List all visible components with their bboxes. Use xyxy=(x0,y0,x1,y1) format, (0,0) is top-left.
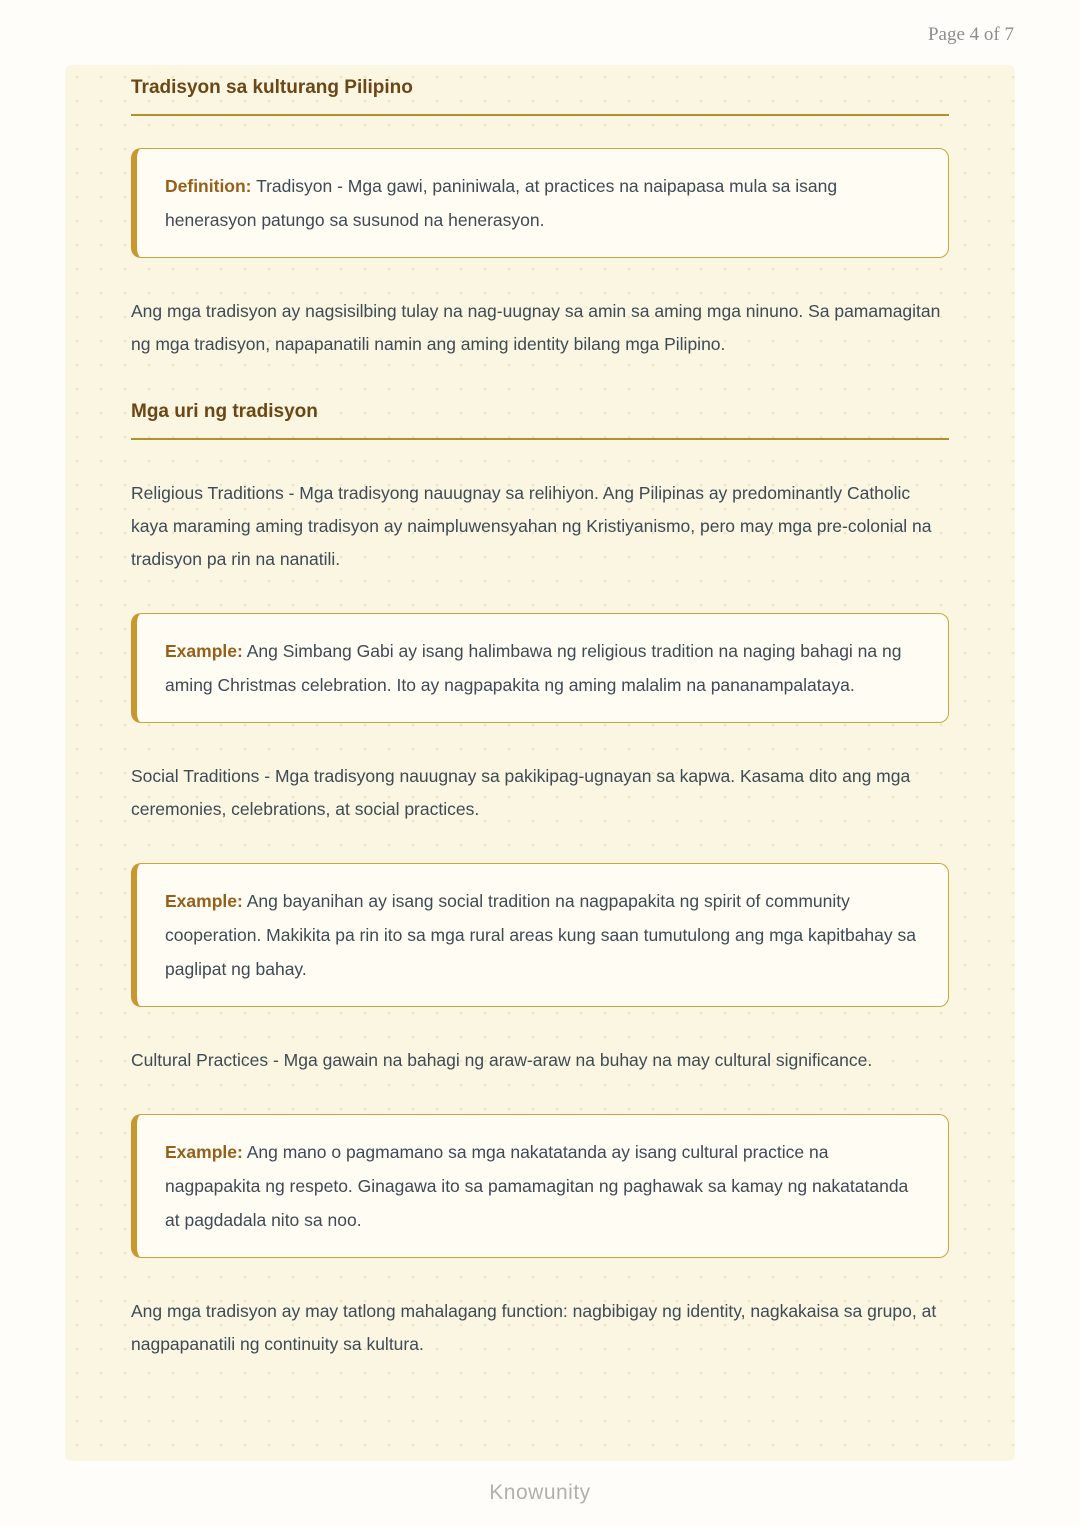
example-label: Example: xyxy=(165,641,243,661)
definition-label: Definition: xyxy=(165,176,252,196)
definition-box xyxy=(131,148,949,258)
example-paragraph xyxy=(165,884,920,986)
example-paragraph xyxy=(165,634,920,702)
paragraph-tradisyon-functions: Ang mga tradisyon ay may tatlong mahalagang function: nagbibigay ng identity, nagkakaisa sa grupo, at nagpapanatili ng continuity sa kultura. xyxy=(131,1301,937,1354)
paragraph-tradisyon-intro: Ang mga tradisyon ay nagsisilbing tulay na nag-uugnay sa amin sa aming mga ninuno. Sa pamamagitan ng mga tradisyon, napapanatili namin ang aming identity bilang mga Pilipino. xyxy=(131,301,941,354)
paragraph-social-traditions: Social Traditions - Mga tradisyong nauugnay sa pakikipag-ugnayan sa kapwa. Kasama dito ang mga ceremonies, celebrations, at social practices. xyxy=(131,766,911,819)
example-text: Ang bayanihan ay isang social tradition na nagpapakita ng spirit of community cooperation. Makikita pa rin ito sa mga rural areas kung saan tumutulong ang mga kapitbahay sa paglipat ng bahay. xyxy=(165,891,916,979)
example-text: Ang Simbang Gabi ay isang halimbawa ng religious tradition na naging bahagi na ng aming Christmas celebration. Ito ay nagpapakita ng aming malalim na pananampalataya. xyxy=(165,641,902,695)
notes-card xyxy=(65,65,1015,1461)
example-box-social xyxy=(131,863,949,1007)
section-heading-mga-uri: Mga uri ng tradisyon xyxy=(131,401,949,440)
definition-text: Tradisyon - Mga gawi, paniniwala, at practices na naipapasa mula sa isang henerasyon patungo sa susunod na henerasyon. xyxy=(165,176,838,230)
example-label: Example: xyxy=(165,1142,243,1162)
example-box-cultural xyxy=(131,1114,949,1258)
definition-paragraph xyxy=(165,169,920,237)
example-paragraph xyxy=(165,1135,920,1237)
paragraph-cultural-practices: Cultural Practices - Mga gawain na bahagi ng araw-araw na buhay na may cultural significance. xyxy=(131,1050,873,1070)
section-heading-tradisyon: Tradisyon sa kulturang Pilipino xyxy=(131,77,949,116)
footer-brand: Knowunity xyxy=(489,1481,591,1504)
example-label: Example: xyxy=(165,891,243,911)
example-text: Ang mano o pagmamano sa mga nakatatanda ay isang cultural practice na nagpapakita ng respeto. Ginagawa ito sa pamamagitan ng paghawak sa kamay ng nakatatanda at pagdadala nito sa noo. xyxy=(165,1142,909,1230)
example-box-religious xyxy=(131,613,949,723)
paragraph-religious-traditions: Religious Traditions - Mga tradisyong nauugnay sa relihiyon. Ang Pilipinas ay predominantly Catholic kaya maraming aming tradisyon ay naimpluwensyahan ng Kristiyanismo, pero may mga pre-colonial na tradisyon pa rin na nanatili. xyxy=(131,483,932,569)
page-indicator: Page 4 of 7 xyxy=(927,24,1014,45)
